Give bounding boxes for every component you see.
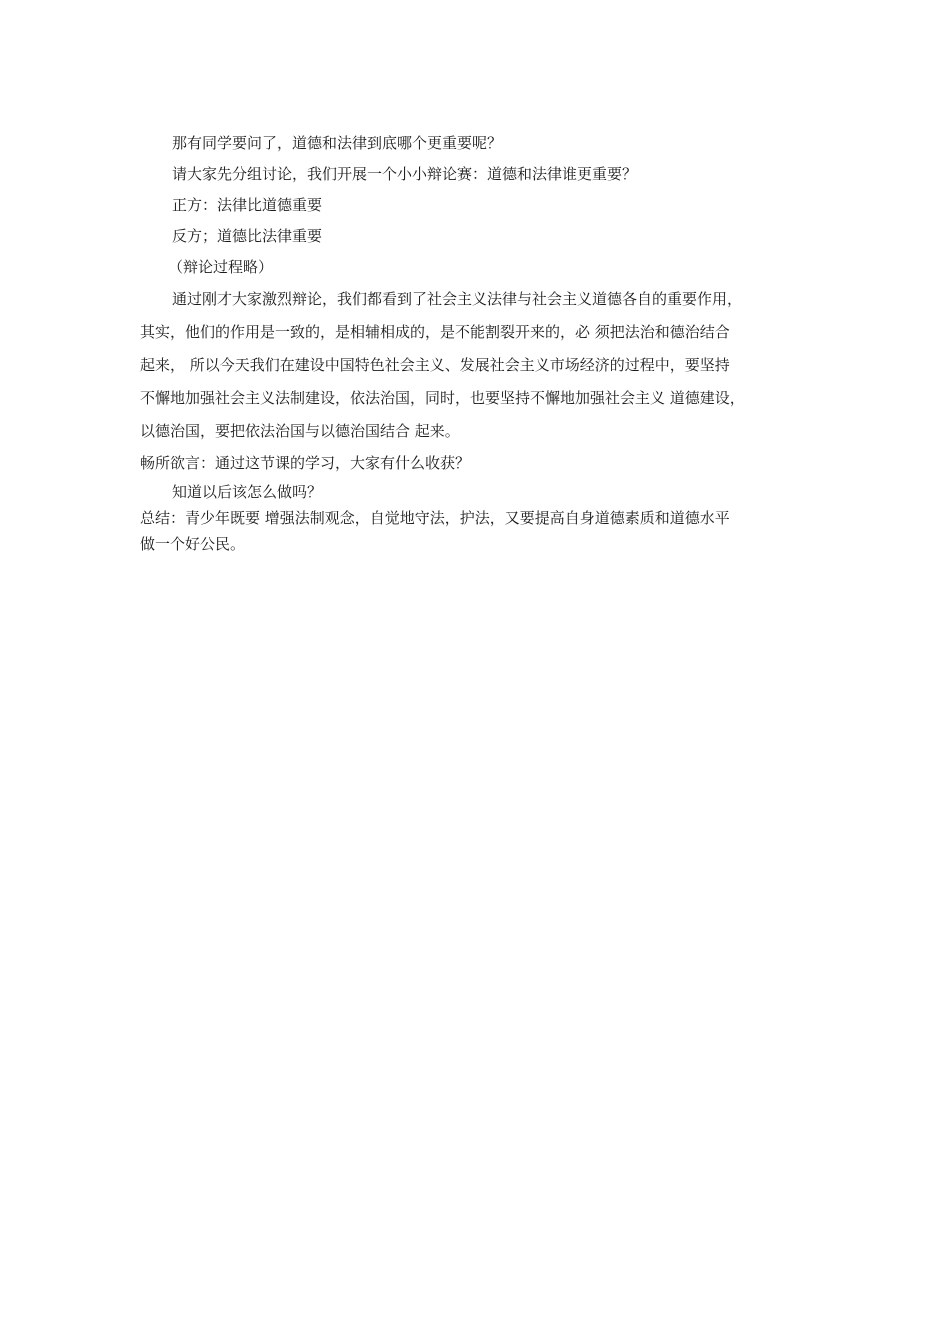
text-line: 畅所欲言：通过这节课的学习，大家有什么收获？ xyxy=(140,454,471,472)
document-body xyxy=(140,128,830,557)
paragraph xyxy=(140,283,830,448)
paragraph-line: 其实，他们的作用是一致的，是相辅相成的，是不能割裂开来的，必 须把法治和德治结合 xyxy=(140,323,730,341)
text-line: 知道以后该怎么做吗？ xyxy=(172,483,323,501)
text-line: 请大家先分组讨论，我们开展一个小小辩论赛：道德和法律谁更重要？ xyxy=(172,165,638,183)
paragraph-line: 通过刚才大家激烈辩论，我们都看到了社会主义法律与社会主义道德各自的重要作用， xyxy=(172,290,743,308)
text-line: 正方：法律比道德重要 xyxy=(172,196,323,214)
paragraph-line: 不懈地加强社会主义法制建设，依法治国，同时，也要坚持不懈地加强社会主义 道德建设， xyxy=(140,389,745,407)
text-line: （辩论过程略） xyxy=(168,258,274,276)
text-line: 做一个好公民。 xyxy=(140,535,246,553)
text-line: 那有同学要问了，道德和法律到底哪个更重要呢？ xyxy=(172,134,503,152)
paragraph-line: 以德治国，要把依法治国与以德治国结合 起来。 xyxy=(140,422,460,440)
text-line: 总结：青少年既要 增强法制观念，自觉地守法，护法，又要提高自身道德素质和道德水平 xyxy=(140,509,730,527)
text-line: 反方；道德比法律重要 xyxy=(172,227,323,245)
paragraph-line: 起来， 所以今天我们在建设中国特色社会主义、发展社会主义市场经济的过程中，要坚持 xyxy=(140,356,730,374)
